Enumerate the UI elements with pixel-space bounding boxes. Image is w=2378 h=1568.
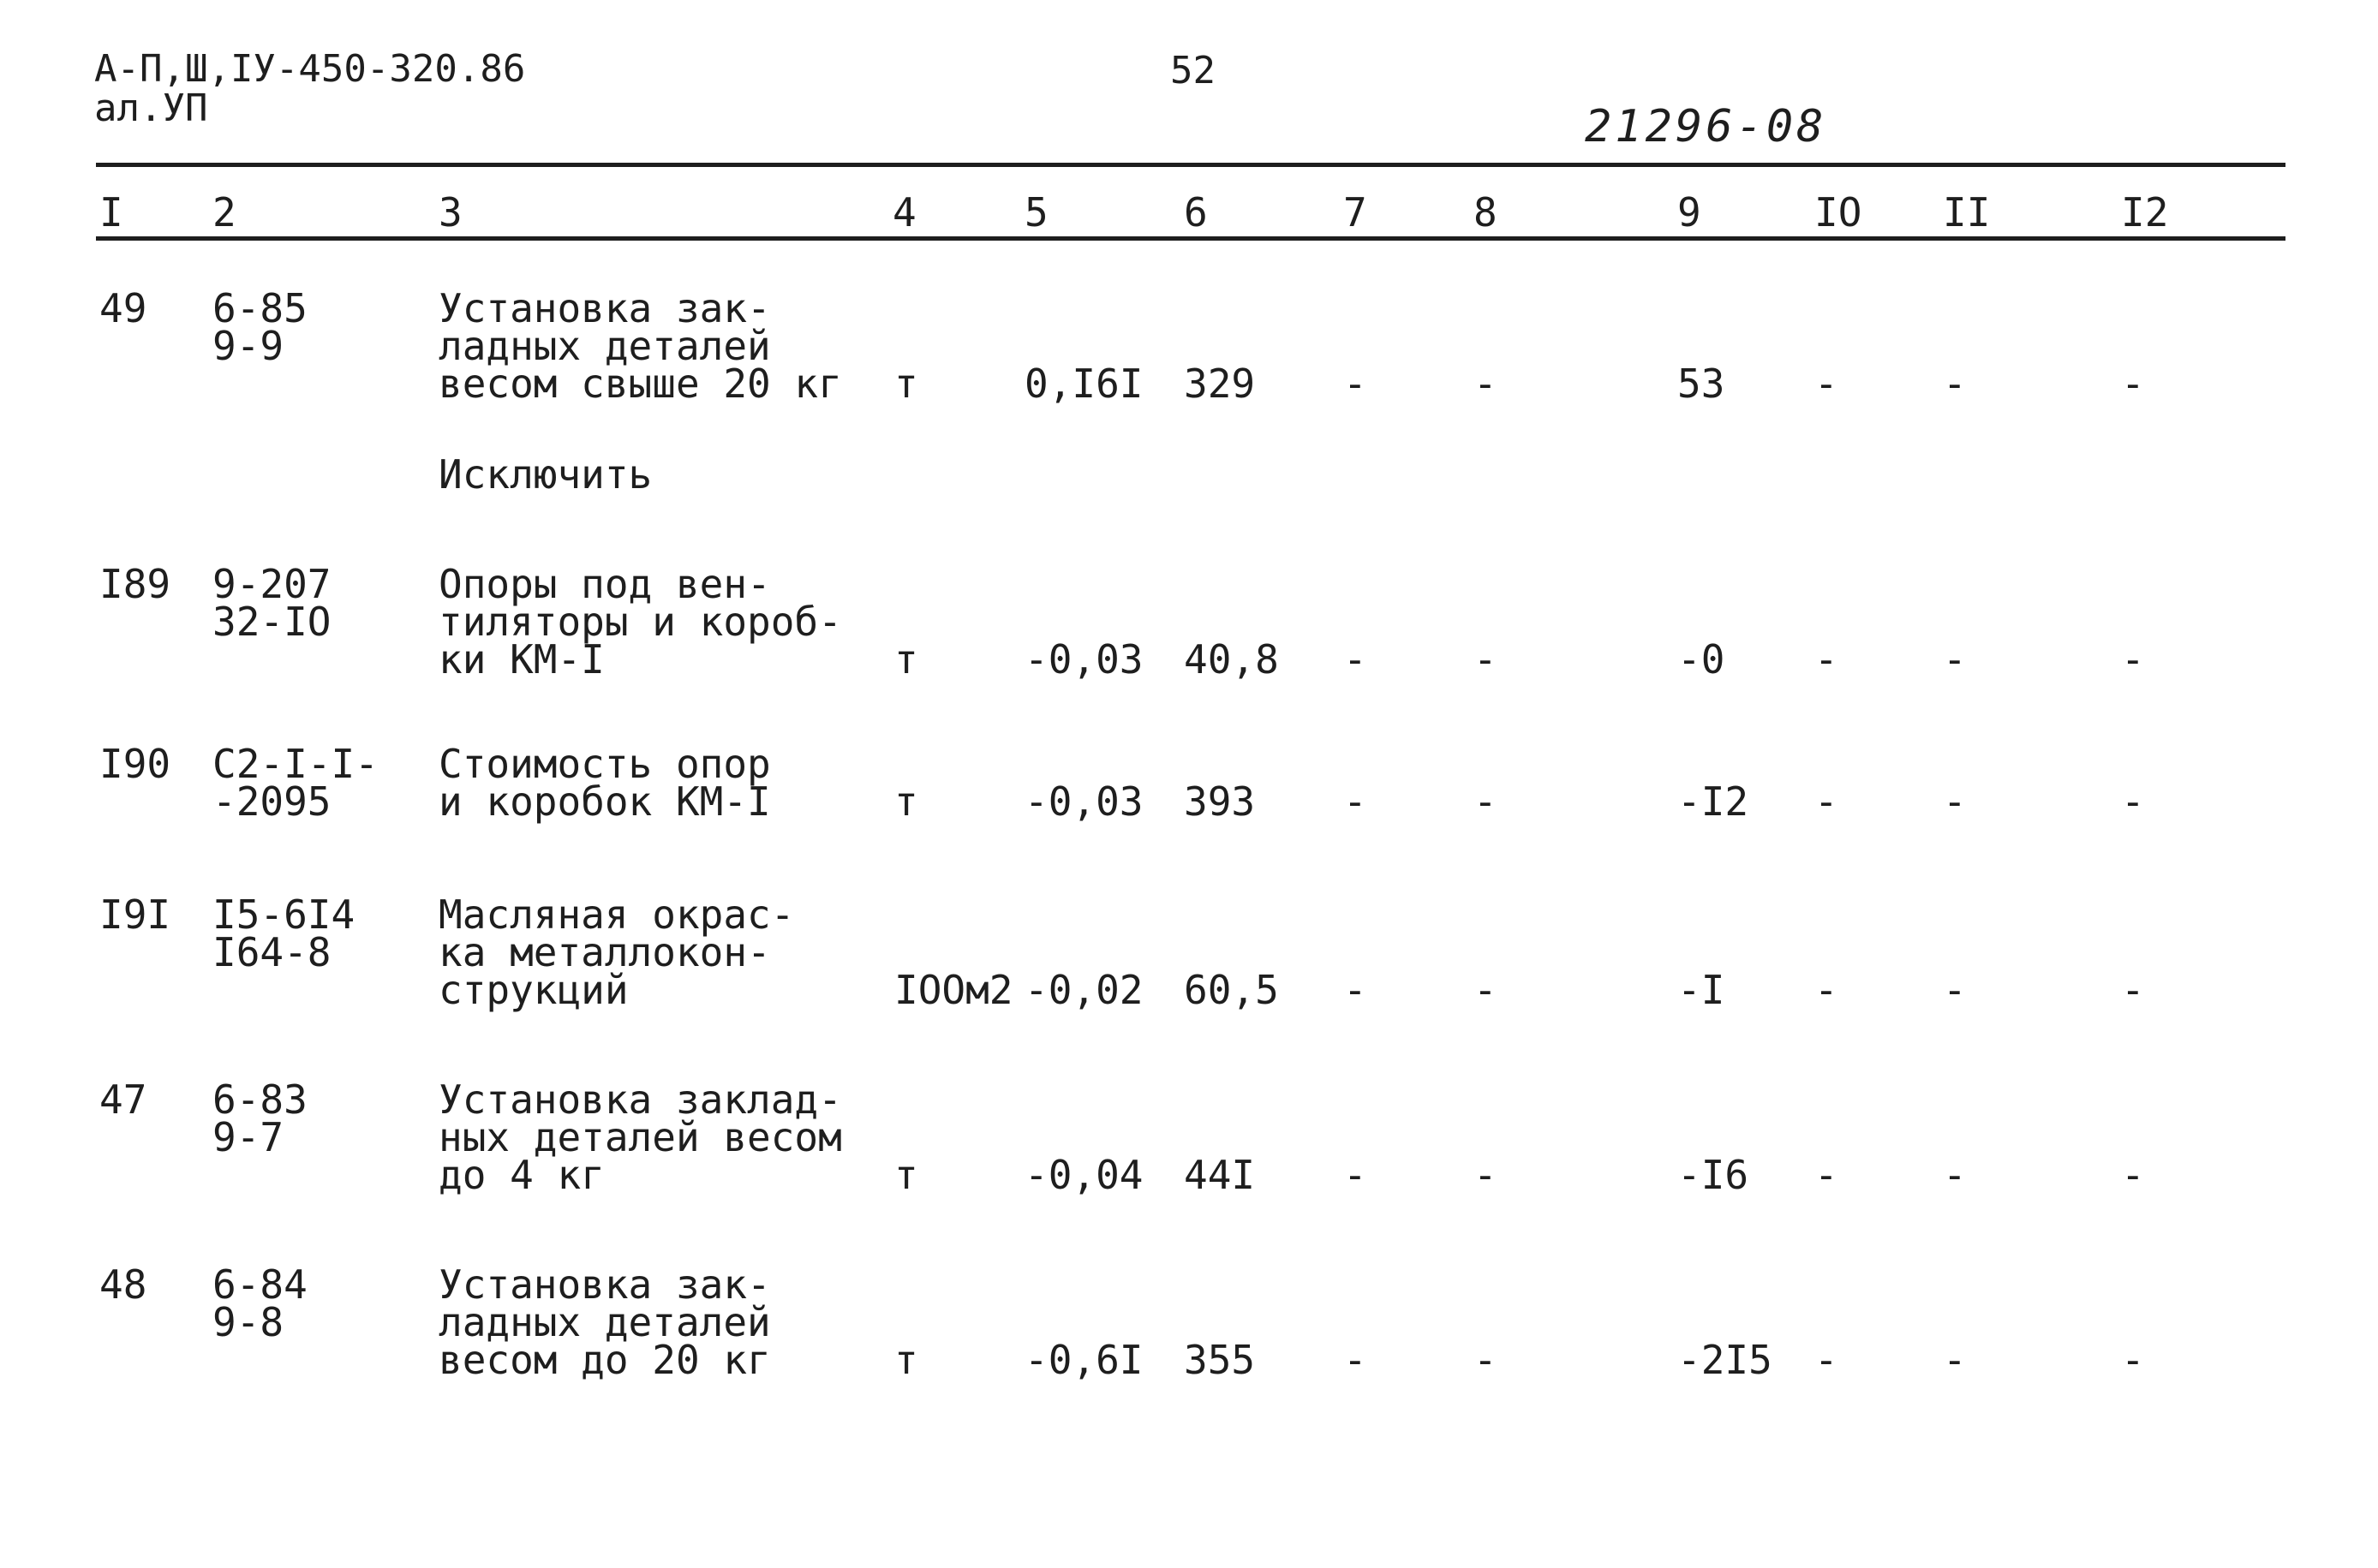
table-cell-col4: IOOм2 bbox=[894, 967, 1013, 1013]
table-cell-col6: 60,5 bbox=[1184, 967, 1279, 1013]
table-cell-col8: - bbox=[1473, 1152, 1497, 1198]
table-cell-col3: Опоры под вен- тиляторы и короб- ки КМ-I bbox=[439, 561, 842, 683]
header-rule bbox=[96, 236, 2285, 241]
column-number: 4 bbox=[893, 189, 917, 235]
table-cell-col1: I89 bbox=[99, 561, 171, 607]
table-cell-col8: - bbox=[1473, 778, 1497, 825]
table-cell-col8: - bbox=[1473, 1337, 1497, 1383]
table-cell-col4: т bbox=[894, 636, 918, 683]
table-cell-col1: I90 bbox=[99, 741, 171, 787]
column-number: I2 bbox=[2121, 189, 2169, 235]
table-cell-col10: - bbox=[1814, 967, 1838, 1013]
table-cell-col2: 9-207 32-IO bbox=[212, 561, 332, 645]
handwritten-stamp: 21296-08 bbox=[1585, 101, 1827, 152]
table-cell-col1: 49 bbox=[99, 285, 147, 331]
table-cell-col3: Установка зак- ладных деталей весом свыше 20 кг bbox=[439, 285, 842, 407]
column-number: 3 bbox=[439, 189, 463, 235]
table-cell-col3: Установка заклад- ных деталей весом до 4 кг bbox=[439, 1076, 842, 1198]
column-number: II bbox=[1943, 189, 1991, 235]
table-cell-col7: - bbox=[1343, 361, 1367, 407]
table-cell-col11: - bbox=[1943, 1337, 1967, 1383]
table-cell-col12: - bbox=[2121, 778, 2145, 825]
table-cell-col9: -2I5 bbox=[1677, 1337, 1772, 1383]
table-cell-col5: -0,04 bbox=[1025, 1152, 1144, 1198]
table-cell-col2: I5-6I4 I64-8 bbox=[212, 891, 356, 975]
column-number: 8 bbox=[1473, 189, 1497, 235]
table-cell-col8: - bbox=[1473, 361, 1497, 407]
table-cell-col10: - bbox=[1814, 778, 1838, 825]
table-cell-col8: - bbox=[1473, 967, 1497, 1013]
table-cell-col10: - bbox=[1814, 1152, 1838, 1198]
table-cell-col1: I9I bbox=[99, 891, 171, 938]
table-cell-col1: 48 bbox=[99, 1261, 147, 1308]
table-cell-col10: - bbox=[1814, 1337, 1838, 1383]
table-cell-col9: -0 bbox=[1677, 636, 1725, 683]
table-cell-col2: 6-84 9-8 bbox=[212, 1261, 308, 1345]
column-number: I bbox=[99, 189, 123, 235]
table-cell-col12: - bbox=[2121, 636, 2145, 683]
table-cell-col12: - bbox=[2121, 967, 2145, 1013]
page-number: 52 bbox=[1170, 49, 1216, 92]
table-cell-col3: Стоимость опор и коробок КМ-I bbox=[439, 741, 771, 825]
table-cell-col11: - bbox=[1943, 778, 1967, 825]
sheet-code: ал.УП bbox=[94, 86, 208, 130]
column-number: 7 bbox=[1343, 189, 1367, 235]
table-cell-col7: - bbox=[1343, 778, 1367, 825]
table-cell-col6: 355 bbox=[1184, 1337, 1256, 1383]
column-number: 5 bbox=[1025, 189, 1049, 235]
top-rule bbox=[96, 163, 2285, 167]
table-cell-col11: - bbox=[1943, 1152, 1967, 1198]
column-number: 6 bbox=[1184, 189, 1208, 235]
table-cell-col11: - bbox=[1943, 967, 1967, 1013]
table-cell-col9: -I2 bbox=[1677, 778, 1749, 825]
column-number: 9 bbox=[1677, 189, 1701, 235]
table-cell-col2: 6-83 9-7 bbox=[212, 1076, 308, 1160]
table-cell-col9: 53 bbox=[1677, 361, 1725, 407]
table-cell-col7: - bbox=[1343, 967, 1367, 1013]
table-cell-col5: -0,03 bbox=[1025, 778, 1144, 825]
column-number: IO bbox=[1814, 189, 1862, 235]
table-cell-col11: - bbox=[1943, 636, 1967, 683]
table-cell-col9: -I bbox=[1677, 967, 1725, 1013]
table-cell-col12: - bbox=[2121, 1337, 2145, 1383]
table-cell-col4: т bbox=[894, 1152, 918, 1198]
table-cell-col7: - bbox=[1343, 1337, 1367, 1383]
table-cell-col2: 6-85 9-9 bbox=[212, 285, 308, 369]
table-cell-col2: С2-I-I- -2095 bbox=[212, 741, 379, 825]
table-cell-col6: 40,8 bbox=[1184, 636, 1279, 683]
table-cell-col5: 0,I6I bbox=[1025, 361, 1144, 407]
table-cell-col4: т bbox=[894, 1337, 918, 1383]
table-cell-col6: 393 bbox=[1184, 778, 1256, 825]
table-cell-col3: Масляная окрас- ка металлокон- струкций bbox=[439, 891, 795, 1013]
table-cell-col7: - bbox=[1343, 636, 1367, 683]
table-cell-col8: - bbox=[1473, 636, 1497, 683]
exclude-note: Исключить bbox=[439, 451, 653, 498]
table-cell-col5: -0,02 bbox=[1025, 967, 1144, 1013]
table-cell-col6: 44I bbox=[1184, 1152, 1256, 1198]
table-cell-col11: - bbox=[1943, 361, 1967, 407]
table-cell-col4: т bbox=[894, 778, 918, 825]
table-cell-col12: - bbox=[2121, 361, 2145, 407]
table-cell-col1: 47 bbox=[99, 1076, 147, 1123]
table-cell-col10: - bbox=[1814, 636, 1838, 683]
table-cell-col10: - bbox=[1814, 361, 1838, 407]
table-cell-col5: -0,6I bbox=[1025, 1337, 1144, 1383]
table-cell-col7: - bbox=[1343, 1152, 1367, 1198]
table-cell-col6: 329 bbox=[1184, 361, 1256, 407]
table-cell-col12: - bbox=[2121, 1152, 2145, 1198]
table-cell-col4: т bbox=[894, 361, 918, 407]
table-cell-col5: -0,03 bbox=[1025, 636, 1144, 683]
table-cell-col9: -I6 bbox=[1677, 1152, 1749, 1198]
table-cell-col3: Установка зак- ладных деталей весом до 20 кг bbox=[439, 1261, 771, 1383]
column-number: 2 bbox=[212, 189, 236, 235]
document-code: А-П,Ш,IУ-450-320.86 bbox=[94, 47, 526, 91]
